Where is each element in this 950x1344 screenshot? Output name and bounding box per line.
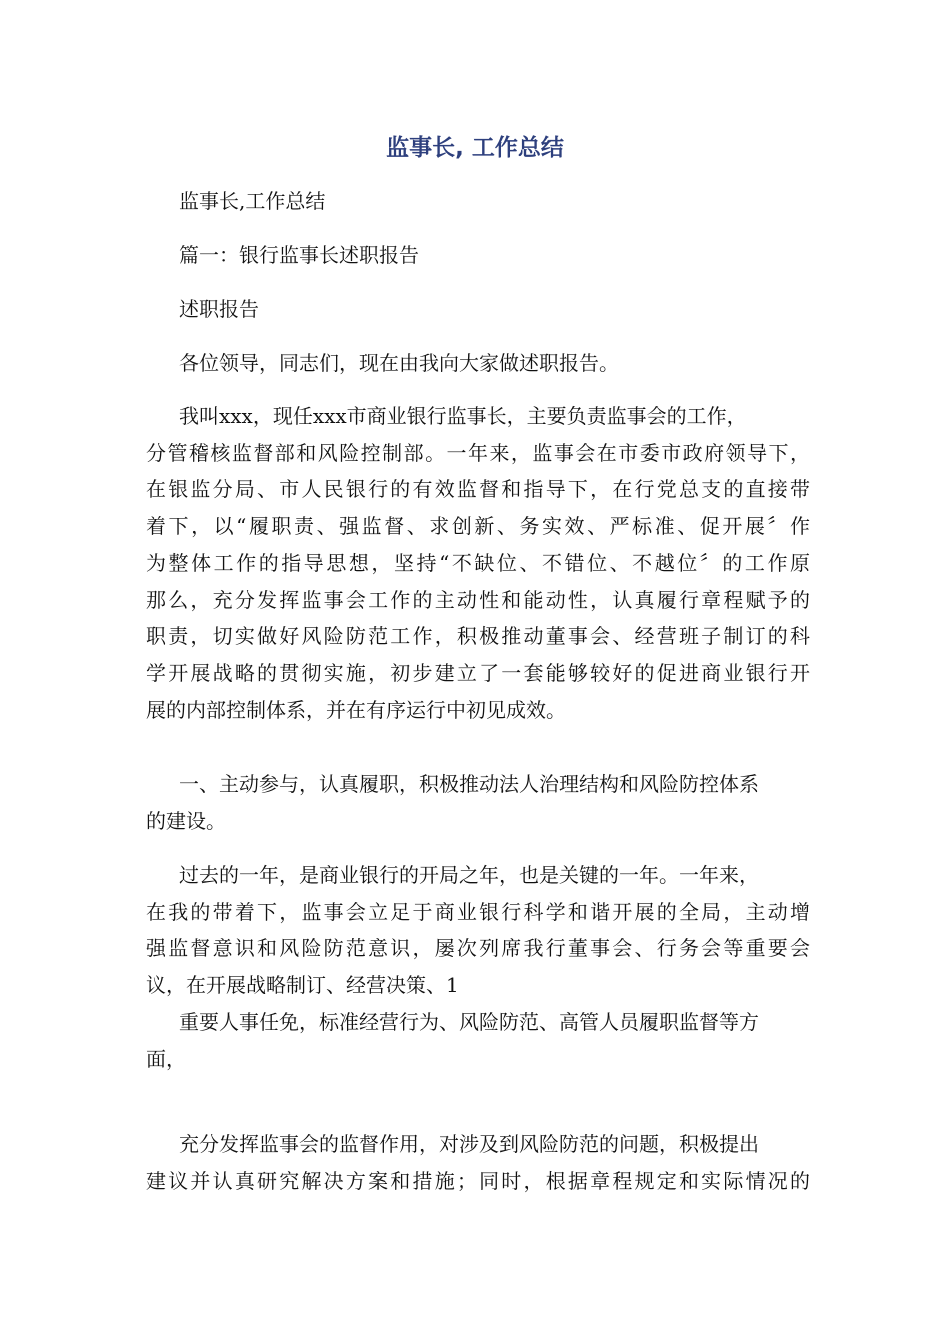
text-line: 监事长,工作总结 <box>179 189 326 213</box>
paragraph-past-year <box>146 857 810 1004</box>
paragraph-subtitle <box>146 183 810 220</box>
text-line: 的建设。 <box>146 808 226 833</box>
text-line: 着下，以“履职责、强监督、求创新、务实效、严标准、促开展〞作 <box>146 514 810 539</box>
text-line: 分管稽核监督部和风险控制部。一年来，监事会在市委市政府领导下， <box>146 440 810 465</box>
paragraph-section-heading <box>146 237 810 274</box>
text-line: 充分发挥监事会的监督作用，对涉及到风险防范的问题，积极提出 <box>179 1132 759 1156</box>
text-line: 展的内部控制体系，并在有序运行中初见成效。 <box>146 697 566 722</box>
text-line: 一、主动参与，认真履职，积极推动法人治理结构和风险防控体系 <box>179 772 759 796</box>
text-line: 那么，充分发挥监事会工作的主动性和能动性，认真履行章程赋予的 <box>146 587 810 612</box>
text-line: 过去的一年，是商业银行的开局之年，也是关键的一年。一年来， <box>179 863 759 887</box>
text-line: 强监督意识和风险防范意识，屡次列席我行董事会、行务会等重要会 <box>146 936 810 961</box>
text-line: 学开展战略的贯彻实施，初步建立了一套能够较好的促进商业银行开 <box>146 660 810 685</box>
text-line: 重要人事任免，标准经营行为、风险防范、高管人员履职监督等方 <box>179 1010 759 1034</box>
text-line: 篇一：银行监事长述职报告 <box>179 243 419 267</box>
text-line: 面， <box>146 1046 186 1071</box>
paragraph-introduction <box>146 398 810 728</box>
text-line: 在银监分局、市人民银行的有效监督和指导下，在行党总支的直接带 <box>146 477 810 502</box>
text-line: 在我的带着下，监事会立足于商业银行科学和谐开展的全局，主动增 <box>146 899 810 924</box>
text-line: 职责，切实做好风险防范工作，积极推动董事会、经营班子制订的科 <box>146 624 810 649</box>
text-line: 建议并认真研究解决方案和措施；同时，根据章程规定和实际情况的 <box>146 1168 810 1193</box>
paragraph-greeting <box>146 345 810 382</box>
paragraph-supervision <box>146 1126 810 1199</box>
paragraph-section-one <box>146 766 810 839</box>
document-title: 监事长, 工作总结 <box>386 135 564 161</box>
text-line: 议，在开展战略制订、经营决策、1 <box>146 973 459 998</box>
text-line: 我叫xxx，现任xxx市商业银行监事长，主要负责监事会的工作， <box>179 404 747 428</box>
text-line: 各位领导，同志们，现在由我向大家做述职报告。 <box>179 351 619 375</box>
paragraph-personnel <box>146 1004 810 1077</box>
paragraph-report-heading <box>146 291 810 328</box>
text-line: 为整体工作的指导思想，坚持“不缺位、不错位、不越位〞的工作原 <box>146 550 810 575</box>
text-line: 述职报告 <box>179 297 259 321</box>
